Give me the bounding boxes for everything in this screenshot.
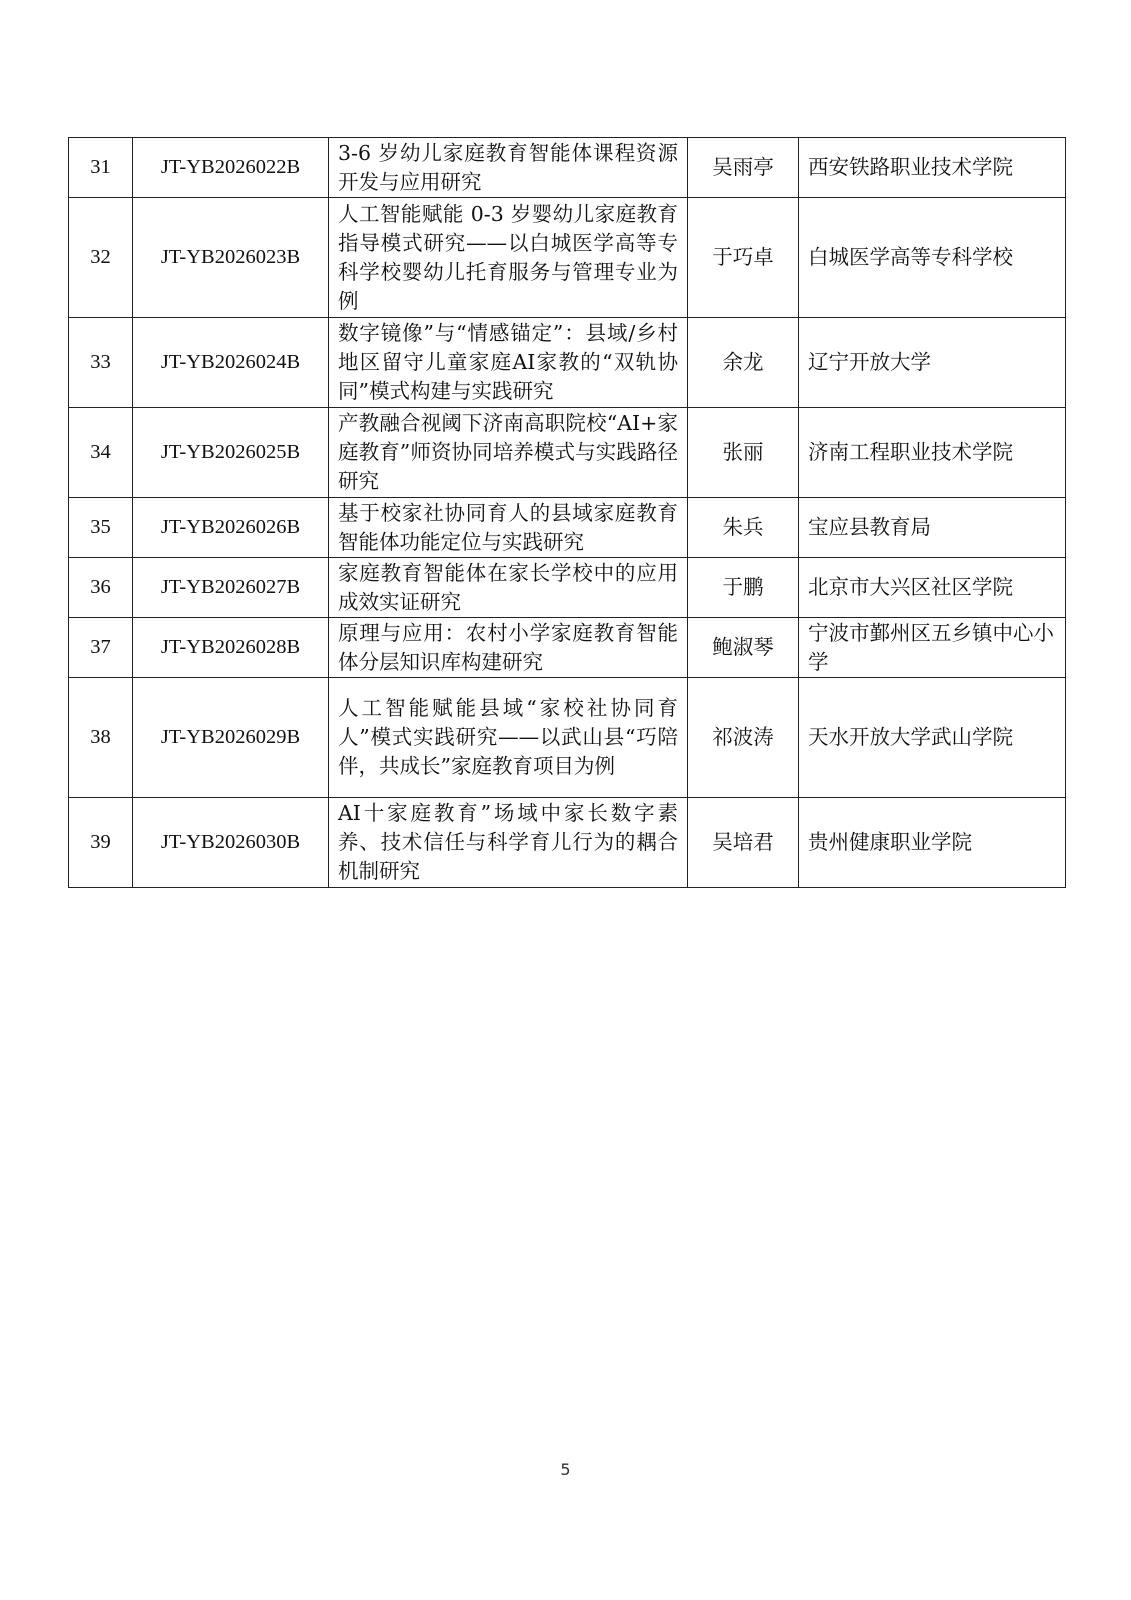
table-row	[69, 498, 1066, 558]
row-number: 35	[69, 498, 133, 558]
project-leader: 吴培君	[688, 798, 799, 888]
project-title: 数字镜像”与“情感锚定”：县域/乡村地区留守儿童家庭AI家教的“双轨协同”模式构建与实践研究	[329, 318, 688, 408]
project-code: JT-YB2026030B	[133, 798, 329, 888]
project-code: JT-YB2026023B	[133, 198, 329, 318]
organization: 辽宁开放大学	[799, 318, 1066, 408]
project-title: AI十家庭教育”场域中家长数字素养、技术信任与科学育儿行为的耦合机制研究	[329, 798, 688, 888]
row-number: 32	[69, 198, 133, 318]
table-row	[69, 618, 1066, 678]
page-number: 5	[560, 1460, 571, 1479]
table-row	[69, 678, 1066, 798]
project-table	[68, 137, 1066, 888]
table-row	[69, 408, 1066, 498]
project-leader: 祁波涛	[688, 678, 799, 798]
project-title: 基于校家社协同育人的县域家庭教育智能体功能定位与实践研究	[329, 498, 688, 558]
organization: 天水开放大学武山学院	[799, 678, 1066, 798]
project-title: 人工智能赋能 0-3 岁婴幼儿家庭教育指导模式研究——以白城医学高等专科学校婴幼儿托育服务与管理专业为例	[329, 198, 688, 318]
row-number: 34	[69, 408, 133, 498]
organization: 西安铁路职业技术学院	[799, 138, 1066, 198]
table-row	[69, 138, 1066, 198]
project-code: JT-YB2026026B	[133, 498, 329, 558]
project-title: 原理与应用：农村小学家庭教育智能体分层知识库构建研究	[329, 618, 688, 678]
project-code: JT-YB2026027B	[133, 558, 329, 618]
project-leader: 鲍淑琴	[688, 618, 799, 678]
project-leader: 于巧卓	[688, 198, 799, 318]
row-number: 33	[69, 318, 133, 408]
row-number: 37	[69, 618, 133, 678]
project-leader: 余龙	[688, 318, 799, 408]
row-number: 31	[69, 138, 133, 198]
project-leader: 于鹏	[688, 558, 799, 618]
project-title: 3-6 岁幼儿家庭教育智能体课程资源开发与应用研究	[329, 138, 688, 198]
project-code: JT-YB2026025B	[133, 408, 329, 498]
row-number: 38	[69, 678, 133, 798]
project-title: 家庭教育智能体在家长学校中的应用成效实证研究	[329, 558, 688, 618]
organization: 济南工程职业技术学院	[799, 408, 1066, 498]
table-row	[69, 318, 1066, 408]
row-number: 39	[69, 798, 133, 888]
project-table-body	[69, 138, 1066, 888]
project-title: 人工智能赋能县域“家校社协同育人”模式实践研究——以武山县“巧陪伴，共成长”家庭教育项目为例	[329, 678, 688, 798]
organization: 北京市大兴区社区学院	[799, 558, 1066, 618]
project-title: 产教融合视阈下济南高职院校“AI+家庭教育”师资协同培养模式与实践路径研究	[329, 408, 688, 498]
organization: 贵州健康职业学院	[799, 798, 1066, 888]
project-leader: 朱兵	[688, 498, 799, 558]
project-code: JT-YB2026028B	[133, 618, 329, 678]
project-code: JT-YB2026029B	[133, 678, 329, 798]
table-row	[69, 198, 1066, 318]
organization: 宝应县教育局	[799, 498, 1066, 558]
project-code: JT-YB2026024B	[133, 318, 329, 408]
project-leader: 张丽	[688, 408, 799, 498]
project-code: JT-YB2026022B	[133, 138, 329, 198]
organization: 宁波市鄞州区五乡镇中心小学	[799, 618, 1066, 678]
row-number: 36	[69, 558, 133, 618]
project-leader: 吴雨亭	[688, 138, 799, 198]
table-row	[69, 558, 1066, 618]
organization: 白城医学高等专科学校	[799, 198, 1066, 318]
table-row	[69, 798, 1066, 888]
